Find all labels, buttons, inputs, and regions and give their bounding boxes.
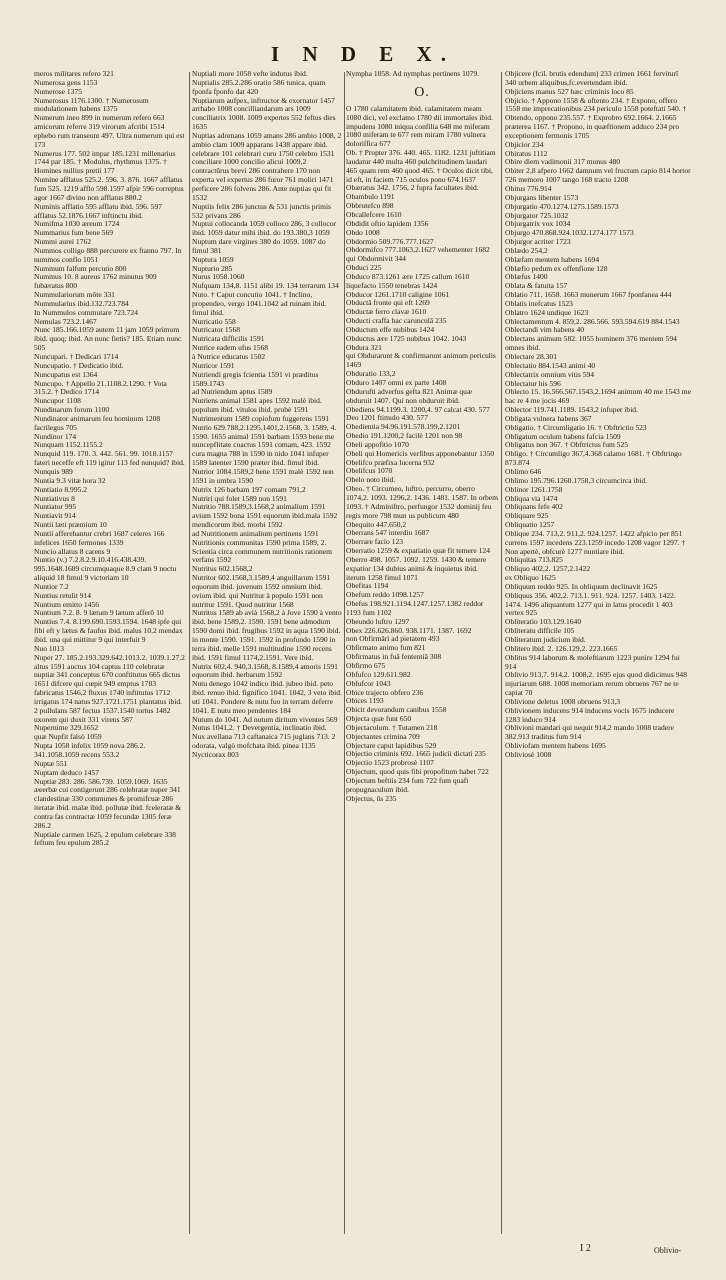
index-column-3	[346, 70, 498, 1236]
index-entry: Nutrio 629.788,2.1295.1401,2.1568, 3. 1589, 4. 1590. 1655 animal 1591 barbam 1593 bene me nuncepflitate coactus 1591 comam, 423. 1592 cura magna 788 in 1590 in nido 1041 infuper 1589 latenter 1590 præter ibid. fimul ibid.	[192, 422, 337, 468]
index-entry: Nuntiator 995	[34, 502, 77, 512]
index-entry: Nutritio 788.1589,3.1568,2 animalium 1591 avium 1592 bona 1591 equorum ibid.mala 1592 mendicorum ibid. morbi 1592	[192, 502, 338, 530]
index-entry: Nutricator 1568	[192, 325, 240, 335]
index-entry: Oblitero ibid. 2. 126.129,2. 223.1665	[505, 643, 618, 653]
index-entry: Oberrans 547 interdiu 1687	[346, 528, 430, 538]
index-entry: Obfirmo 675	[346, 661, 386, 670]
index-entry: Obliviofam mentem habens 1695	[505, 741, 606, 751]
index-entry: Objectantes crimina 709	[346, 731, 420, 741]
index-entry: Nutus 1041,2. † Devergentia, inclinatio ibid.	[192, 723, 327, 733]
index-entry: Numerosus 1176.1300. † Numerosum modulationem habens 1375	[34, 95, 149, 114]
index-entry: Objicior 234	[505, 139, 544, 149]
page-heading: I N D E X.	[271, 42, 455, 66]
index-entry: à Nutrice educatus 1502	[192, 352, 266, 361]
index-entry: Oblædo 254,2	[505, 245, 548, 255]
index-entry: Nutritus 602.1568,2	[192, 564, 253, 574]
index-entry: Nuntius 7.4. 8.199.690.1593.1594. 1648 ipfe qui fibi eft y lætus & faufus ibid. malus 10.2 mendax ibid. una qui mittitur 9 qui interfuit 9	[34, 617, 183, 644]
index-entry: Obelifco præfixa lucerna 932	[346, 457, 435, 467]
index-entry: Objecta quæ funt 650	[346, 714, 412, 724]
index-entry: Obligatio. † Circumligatio 16. † Obftrictio 523	[505, 422, 647, 432]
index-entry: Obelifcus 1070	[346, 466, 393, 476]
index-entry: Nutritus 1589 ab avià 1568,2 à Jove 1590 à vento ibid. bene 1589,2. 1590. 1591 bene admodum 1590 domi ibid. frugibus 1592 in aqua 1590 ibid. in monte 1590. 1591. 1592 in profundo 1590 in terra ibid. melle 1591 multitudine 1590 recens ibid. 1591 fimul 1174,2.1591. Vere ibid.	[192, 608, 342, 662]
index-entry: Oblectatrix omnium vitis 594	[505, 369, 595, 379]
index-entry: Numerus 177. 502 impar 185.1231 millenarius 1744 par 185. † Modulus, rhythmus 1375. † Homines nullius pretii 177	[34, 148, 176, 176]
index-column-1	[34, 70, 186, 1236]
index-entry: Oblectatio 884.1543 animi 40	[505, 360, 596, 370]
index-entry: Oblivio 913,7. 914,2. 1008,2. 1695 ejus quod didicimus 948 injuriarum 688. 1008 memoriam rerum obruens 767 ne te capiat 70	[505, 670, 687, 698]
index-entry: Nundinor 174	[34, 431, 77, 441]
index-entry: Nutrix 126 barbam 197 comam 791,2	[192, 484, 306, 494]
index-entry: Nemulas 723.2.1467	[34, 316, 97, 326]
index-entry: Oblectare 28.301	[505, 352, 557, 361]
index-entry: Nunquis 989	[34, 466, 73, 476]
index-entry: Objectus, ûs 235	[346, 793, 397, 803]
index-entry: Obiter 2,8 afpero 1662 damnum vel fructum capio 814 hortor 726 memoro 1007 tango 168 tracto 1208	[505, 166, 691, 185]
index-entry: Nufquam 134,8. 1151 alibi 19. 134 terrarum 134	[192, 281, 339, 291]
index-entry: Nurus 1058.1060	[192, 272, 245, 282]
section-letter: O.	[414, 84, 430, 100]
index-entry: Nunquid 119. 170. 3. 442. 561. 99. 1018.1157 fateri neceffe eft 119 igitur 113 fed nunquid? ibid.	[34, 449, 185, 468]
index-entry: Obice trajecto obfero 236	[346, 687, 424, 697]
index-entry: Obeo. † Circumeo, luftro, percurro, oberro 1074,2. 1093. 1296,2. 1436. 1481. 1587. In orbem 1093. † Adminiftro, perfungor 1532 dominij feu regis more 798 mun us publicum 480	[346, 484, 498, 520]
index-entry: Objurgo 470.868.924.1032.1274.177 1573	[505, 228, 634, 238]
index-entry: Nuntiavit 914	[34, 511, 76, 521]
index-entry: Nuto. † Caput concutio 1041. † Inclino, propendeo, vergo 1041.1042 ad ruinam ibid. fimul ibid.	[192, 290, 327, 317]
index-entry: Objectum, quod quis fibi propofitum habet 722	[346, 767, 489, 777]
index-entry: Nutrix 602,4. 940,3.1568, 8.1589,4 amoris 1591 equorum ibid. herbarum 1592	[192, 661, 338, 680]
index-entry: Nuncio allatus 8 carens 9	[34, 546, 111, 556]
index-entry: Oblæfam mentem habens 1694	[505, 254, 600, 264]
index-entry: Oblivionem inducens 914 inducens vocis 1675 inducere 1283 induco 914	[505, 705, 675, 724]
index-entry: Objurgatio 470.1274.1275.1589.1573	[505, 201, 619, 211]
index-entry: Obliteratu difficile 105	[505, 626, 575, 636]
index-entry: Nutum do 1041. Ad nutum diritum viventes 569	[192, 714, 338, 724]
index-entry: Nuptiarum aufpex, inftructor & exornator 1457 arrhabo 1008 concilliandarum ars 1009 conciliatrix 1008. 1009 expertes 552 feftus dies 1635	[192, 95, 336, 132]
index-entry: Nuncupo. † Appello 21.1108.2.1290. † Vota 315.2. † Dedico 1714	[34, 378, 167, 397]
signature-mark: I 2	[580, 1243, 591, 1254]
index-entry: Oblectatur his 596	[505, 378, 561, 388]
index-entry: Nuper 27. 185.2.193.329.642.1013.2. 1039.1.27.2 altus 1591 auctus 104 captus 110 celebratæ nuptiæ 341 conceptus 670 conftitutus 665 dictus 1651 difcere qui cœpit 949 emptus 1783 fabricatus 1546,2 fluxus 1740 inftitutus 1712 irrigatus 174 natus 927.1721.1751 plantatus ibid. 2 pullulans 587 fectus 1537.1540 tortus 1482 uxorem qui duxit 331 virens 587	[34, 652, 185, 724]
index-entry: Nuptiis felix 286 junctus & 531 junctis primis 532 privans 286	[192, 201, 331, 220]
index-entry: Objurgans libenter 1573	[505, 192, 579, 202]
index-entry: Nuntii læti præmium 10	[34, 520, 107, 530]
index-entry: Obliquitas 713.825	[505, 555, 563, 565]
index-entry: Obambulo 1191	[346, 192, 395, 202]
index-entry: Oblectamentum 4. 859,2. 286.566. 593.594.619 884.1543	[505, 316, 680, 326]
index-entry: Obligatum oculum habens fafcia 1509	[505, 431, 621, 441]
index-entry: Nutriendi gregis fcientia 1591 vi præditus 1589.1743	[192, 369, 319, 388]
index-entry: Nutriens animal 1581 apes 1592 malè ibid. populum ibid. vitulos ibid. probè 1591	[192, 396, 322, 415]
index-entry: Oblectandi vim habens 40	[505, 325, 585, 335]
index-entry: Obductum effe nubibus 1424	[346, 324, 435, 334]
index-entry: Obdormio 509.776.777.1627	[346, 236, 434, 246]
index-entry: Nutricatio 558	[192, 316, 236, 326]
index-entry: Obire diem vadimonii 317 munus 480	[505, 157, 621, 167]
index-entry: Objicio. † Appono 1558 & oftento 234. † Expono, offero 1558 me imprecationibus 234 periculo 1558 poteftati 540. † Obtendo, oppono 235.557. † Exprobro 692.1664. 2.1665 præterea 1167. † Propono, in quæftionem adduco 234 pro exceptionem fermonis 1705	[505, 95, 687, 140]
index-entry: Nuntium emitto 1456	[34, 599, 99, 609]
index-entry: Nuncupatus est 1364	[34, 369, 98, 379]
index-entry: Obliquum reddo 925. In obliquum declinavit 1625	[505, 581, 658, 591]
index-entry: Nuptum dare virgines 380 do 1059. 1087 do fimul 381	[192, 237, 326, 255]
index-entry: Objectaculum. † Tutamen 218	[346, 722, 438, 732]
index-entry: Nux avellana 713 caftanaica 715 juglans 713. 2 odorata, valgò mofchata ibid. pinea 1135	[192, 732, 336, 751]
index-entry: Obfirmatus in fuâ fententiâ 308	[346, 652, 442, 662]
index-entry: Objectio 1523 probrosè 1107	[346, 758, 434, 768]
index-entry: Objectare caput lapidibus 529	[346, 740, 437, 750]
index-entry: Obfufco 129.611.982	[346, 669, 411, 679]
index-entry: Obbrutefco 898	[346, 201, 394, 211]
index-entry: Oblector 119.741.1189. 1543,2 infuper ibid.	[505, 405, 638, 415]
index-entry: Nuntia 9.3 vitæ hora 32	[34, 475, 106, 485]
index-entry: Obductæ ferro clavæ 1610	[346, 307, 427, 317]
index-entry: Oblecto 15. 16.566.567.1543,2.1694 animum 40 me 1543 me hac re 4 me jocis 469	[505, 387, 691, 406]
index-entry: Nupta 1058 infelix 1059 nova 286.2. 341.1058.1059 recens 553.2	[34, 741, 146, 759]
index-entry: Oblæfio pedum ex offenfione 128	[505, 263, 608, 273]
index-entry: Obeli qui Homericis verfibus apponebantur 1350	[346, 448, 495, 458]
index-entry: Nupturio 285	[192, 263, 233, 273]
index-entry: Numifma 1030 æreum 1724	[34, 219, 120, 229]
index-entry: meros militares refero 321	[34, 70, 114, 78]
index-entry: Nuntior 7.2	[34, 581, 69, 591]
index-entry: qui Obdurarunt & confirmarunt animum periculis 1469	[346, 351, 496, 370]
index-entry: Numerum ineo 899 in numerum refero 663 amicorum referre 319 virorum afcribi 1514 ephebo rum transeunt 497. Ultra numerum qui est 173	[34, 113, 185, 149]
index-entry: Obduco 873.1261 ære 1725 callum 1610 liquefacto 1550 tenebras 1424	[346, 271, 470, 290]
index-entry: Nutricor 1591	[192, 360, 235, 370]
index-entry: Nuntiatio 8.995.2	[34, 484, 88, 494]
index-entry: Nunc 185.166.1059 autem 11 jam 1059 primum ibid. quoq; ibid. An nunc fietis? 185. Etiam nunc 505	[34, 325, 182, 353]
index-entry: Obedio 191.1200,2 facilè 1201 non 98	[346, 431, 463, 441]
index-entry: Obelo noto ibid.	[346, 475, 396, 485]
catchword: Oblivio-	[654, 1246, 682, 1255]
index-entry: Nummarius fum bene 569	[34, 228, 114, 238]
index-entry: Obefus 198.921.1194.1247.1257.1382 reddor 1193 fum 1102	[346, 599, 484, 617]
index-entry: Objectum beftiis 234 fum 722 fum quafi propugnaculum ibid.	[346, 775, 469, 794]
index-entry: Oberro 498. 1057. 1092. 1259. 1430 & temere expatior 134 dubius animi & inquietus ibid. iterum 1258 fimul 1071	[346, 554, 487, 582]
index-entry: Oblimo 195.796.1260.1758,3 circumcirca ibid.	[505, 475, 648, 485]
index-entry: ex Obliquo 1625	[505, 573, 556, 583]
index-entry: Obdidit oftio lapidem 1356	[346, 218, 429, 228]
index-entry: Obductâ fronte qui eft 1269	[346, 298, 430, 308]
index-entry: Obligata vulnera habens 367	[505, 413, 592, 423]
index-entry: O 1780 calamitatem ibid. calamitatem meam 1080 dici, vel exclamo 1780 dii immortales ibid. impudens 1080 iniqua confilia 648 me miferam 1080 miferam te 677 rem miram 1780 vulnera doloriſfica 677	[346, 103, 493, 149]
index-entry: Obfufcor 1043	[346, 678, 391, 688]
index-column-2	[192, 70, 342, 1236]
index-entry: Obdura 321	[346, 342, 382, 352]
index-entry: Obdurufti adverfus gefta 821 Animæ quæ obduruit 1407. Qui non obduruit ibid.	[346, 386, 472, 405]
index-entry: Oblatis inefcatus 1523	[505, 298, 573, 308]
index-entry: Obdo 1008	[346, 227, 380, 237]
index-entry: Nupernime 329.1652	[34, 723, 99, 733]
index-entry: Objectio criminis 692. 1665 judicii dictati 235	[346, 749, 486, 759]
index-entry: Nuptæ 551	[34, 758, 68, 768]
index-entry: Nutriri qui folet 1589 non 1591	[192, 493, 287, 503]
index-entry: Nuncupor 1108	[34, 396, 81, 406]
index-entry: Objurgor acriter 1723	[505, 237, 571, 247]
index-entry: Numine afflatus 525.2. 596. 3. 876. 1667 afflatus fum 525. 1219 afflo 598.1597 afpir 596 correptus agor 1667 divino non afflatus 880.2	[34, 175, 184, 202]
index-entry: Nuptui collocanda 1059 colloco 286, 3 collocor ibid. 1059 datur mihi ibid. do 193.380,3 1059	[192, 219, 336, 238]
index-entry: Oblatio 711. 1658. 1663 munerum 1667 fponfanea 444	[505, 290, 672, 300]
index-entry: Obligatus non 367. † Obftrictus fum 525	[505, 440, 629, 450]
index-entry: Obduratio 133,2	[346, 369, 396, 379]
index-entry: Oblinor 1261.1758	[505, 484, 563, 494]
index-entry: quæ Nupfit falsò 1059	[34, 732, 102, 742]
index-entry: Obefitas 1194	[346, 581, 389, 591]
index-entry: Nuptias adornans 1059 amans 286 ambio 1008, 2 ambio clam 1009 apparans 1438 appare ibid. celebrare 101 celebrari curo 1750 celebro 1531 conciliare 1000 concilio alicui 1009,2 contractūrus brevi 286 contrahere 170 non experta vel expertus 286 furor 761 moliri 1471 perficere 286 folvens 286. Ante nuptias qui fit 1532	[192, 130, 342, 202]
index-entry: Obduro 1407 omni ex parte 1408	[346, 378, 447, 387]
index-entry: Oblivioni mandari qui nequit 914,2 mando 1008 tradere 382.913 traditus fum 914	[505, 723, 674, 742]
index-entry: Obducti craffa hac carunculâ 235	[346, 316, 447, 326]
index-entry: Oblivione deletus 1008 obruens 913,3	[505, 696, 621, 706]
index-entry: Nummularius ibid.132.723.784	[34, 298, 129, 308]
index-entry: Nutu denego 1042 indico ibid. jubeo ibid. peto ibid. renuo ibid. fignifico 1041. 1042, 3 veto ibid. uti 1041. Pondere & nutu fuo in terram deferre 1041. E nutu meo pendentes 184	[192, 679, 342, 715]
index-entry: Obdormifco 777.1063,2.1627 vehementer 1682	[346, 245, 490, 255]
index-entry: Nuptiali more 1058 vefte indutus ibid.	[192, 70, 308, 78]
index-entry: non Obfirmâri ad pietatem 493	[346, 634, 440, 644]
index-entry: Oberrare facio 123	[346, 537, 403, 547]
index-entry: Nuntiativus 8	[34, 493, 75, 503]
index-entry: Nummos colligo 888 percurere ex ftanno 797. In nummos conflo 1051	[34, 245, 182, 264]
index-entry: Obducor 1261.1710 caligine 1061	[346, 289, 450, 299]
index-entry: Oblimo 646	[505, 466, 542, 476]
index-entry: Nuptam deduco 1457	[34, 767, 99, 777]
index-entry: Obliquatio 1257	[505, 520, 555, 530]
index-entry: Nuntio (v.) 7.2.8.2.9.10.416.438.439. 995.1648.1689 circumquaque 8.9 clam 9 noctu aliquid 18 fimul 9 victoriam 10	[34, 555, 177, 583]
column-rule	[189, 72, 190, 1234]
index-entry: Numinis afflatio 595 afflatu ibid. 596. 597 afflatus 52.1876.1667 inftinctu ibid.	[34, 201, 163, 220]
index-entry: Objiciens manus 527 hæc criminis loco 85	[505, 86, 634, 96]
index-entry: Nycticorax 803	[192, 749, 239, 759]
index-entry: Obefum reddo 1098.1257	[346, 590, 424, 600]
index-entry: Obliquus 356. 402,2. 713.1. 911. 924. 1257. 1403. 1422. 1474. 1496 aliquantum 1277 qui in latus procedit 1 403 vertex 925	[505, 590, 676, 618]
index-entry: Nummi aurei 1762	[34, 237, 92, 247]
index-entry: Oblæfus 1400	[505, 272, 548, 282]
index-entry: Nummulariorum mōte 331	[34, 290, 115, 300]
index-entry: Nuntium 7.2. 8. 9 lætum 9 lætum afferō 10	[34, 608, 164, 618]
index-entry: Oberratio 1259 & expatiatio quæ fit temere 124	[346, 546, 490, 556]
index-entry: Obliteratio 103.129.1640	[505, 617, 582, 627]
index-entry: Oblatro 1624 undique 1623	[505, 307, 589, 317]
index-entry: Obcallefcere 1610	[346, 209, 402, 219]
index-entry: Obedientia 94.96.191.578.199,2.1201	[346, 422, 461, 432]
index-entry: Obliviosè 1008	[505, 749, 552, 759]
index-entry: Nutricata difficilis 1591	[192, 334, 265, 344]
index-entry: Nutrice eadem ufus 1568	[192, 343, 269, 353]
index-entry: Nuptiæ 283. 286. 586.739. 1059.1069. 1635 æeerbæ cui contigerunt 286 celebratæ nuper 341 clandestinæ 330 communes & promifcuæ 286 iteratæ ibid. malæ ibid. pollutæ ibid. fceleratæ & contra fas contractæ 1059 fecundæ 1305 feræ 286.2	[34, 776, 182, 830]
index-entry: Nuo 1013	[34, 643, 64, 653]
index-entry: Obfirmato animo fum 821	[346, 643, 426, 653]
index-entry: Objurgatrix vox 1034	[505, 219, 571, 229]
index-entry: Obeundo luftro 1297	[346, 616, 410, 626]
index-entry: Obliteratum judicium ibid.	[505, 635, 586, 644]
index-entry: Obliquo 402,2. 1257,2.1422	[505, 564, 591, 574]
index-entry: Objurgator 725.1032	[505, 210, 569, 220]
index-entry: Oblique 234. 713,2. 911,2. 924.1257. 1422 afpicio per 851 currens 1597 incedens 223.1259 incedo 1208 vagor 1297. † Non apertè, obfcurè 1277 nuntiare ibid.	[505, 528, 686, 556]
index-entry: Obicit devorandum canibus 1558	[346, 705, 447, 715]
index-entry: Numerose 1375	[34, 86, 82, 96]
index-entry: Nuntii afferebantur crebri 1687 celeres 166 infelices 1650 fermones 1339	[34, 528, 165, 547]
index-entry: Obliqua via 1474	[505, 493, 558, 503]
index-entry: Nutritionis communitas 1590 prima 1589, 2. Scientia circa communem nutritionis rationem verfans 1592	[192, 537, 332, 565]
index-entry: Obæratus 342. 1756, 2 fupra facultates ibid.	[346, 183, 479, 193]
index-entry: Obeli appofitio 1070	[346, 439, 409, 449]
index-column-4	[505, 70, 691, 1236]
index-entry: Obductus ære 1725 nubibus 1042. 1043	[346, 333, 467, 343]
index-entry: Ob. † Propter 376. 440. 465. 1182. 1231 juftitiam laudatur 440 multa 460 pulchritudinem laudari 465 quam rem 460 quod 465. † Oculos dicit tibi, id eft, in faciem 715 oculos pono 674.1637	[346, 148, 496, 184]
index-entry: Objicere (fcil. brutis edendum) 233 crimen 1661 ferviturî 340 urbem aliquibus,fc.evertendam ibid.	[505, 70, 679, 87]
index-entry: Obduci 225	[346, 263, 382, 273]
index-entry: In Nummulos commutare 723.724	[34, 307, 138, 317]
index-entry: Obligo. † Circumligo 367,4.368 calamo 1681. † Obftringo 873.874	[505, 449, 682, 468]
index-entry: Oblectans animum 582. 1055 hominem 376 mentem 594 omnes ibid.	[505, 334, 677, 353]
index-entry: Nuptura 1059	[192, 254, 234, 264]
index-entry: Obex 226.626.860. 938.1171. 1387. 1692	[346, 625, 472, 635]
index-entry: Obiratus 1112	[505, 148, 548, 158]
index-entry: ad Nutritionem animalium pertinens 1591	[192, 528, 319, 538]
column-rule	[344, 72, 345, 1234]
index-entry: ad Nutriendum aptus 1589	[192, 387, 273, 397]
index-entry: Nutrior 1084.1589,2 bene 1591 malè 1592 non 1591 in umbra 1590	[192, 466, 334, 485]
index-entry: Nympha 1058. Ad nymphas pertinens 1079.	[346, 70, 480, 78]
index-entry: Nuptiale carmen 1625, 2 epulum celebrare 338 feftum feu epulum 285.2	[34, 829, 176, 848]
index-entry: Obliquans fefe 402	[505, 502, 563, 512]
index-entry: Numerosa gens 1153	[34, 77, 98, 87]
index-entry: Nuntius retulit 914	[34, 590, 92, 600]
index-entry: Obliquare 925	[505, 511, 549, 521]
index-entry: Obequito 447.650,2	[346, 519, 407, 529]
index-entry: Nundinator animarum feu hominum 1208 facrilegus 705	[34, 413, 161, 432]
index-entry: Oblitus 914 laborum & moleftiarum 1223 punire 1294 fui 914	[505, 652, 680, 671]
index-entry: Nuptialis 285.2.286 oratio 586 tunica, quam fponfa fponfo dat 420	[192, 77, 326, 96]
index-entry: Obediens 94.1199.3. 1200,4. 97 calcat 430. 577 Deo 1201 ftimulo 430. 577	[346, 404, 490, 423]
index-entry: Nuncupatio. † Dedicatio ibid.	[34, 360, 124, 370]
index-entry: Nutritor 602.1568,3.1589,4 anguillarum 1591 equorum ibid. juvenum 1592 omnium ibid. ovium ibid. qui Nutritur à populo 1591 non nutritur 1591. Quod nutritur 1568	[192, 573, 331, 609]
index-entry: Nundinarum forum 1100	[34, 405, 110, 415]
index-entry: Obices 1193	[346, 696, 384, 706]
index-entry: Obitus 776.914	[505, 183, 552, 193]
index-entry: Nuncupari. † Dedicari 1714	[34, 352, 119, 361]
index-entry: Nummus 10. 8 aureus 1762 minutus 909 fubæratus 800	[34, 272, 157, 291]
index-entry: Nutrimentum 1589 copiofum fuggerens 1591	[192, 413, 330, 423]
index-entry: Nunquam 1152.1155.2	[34, 440, 103, 450]
column-rule	[501, 72, 502, 1234]
index-entry: Oblata & fatuita 157	[505, 281, 568, 291]
index-entry: Nummum falfum percutio 800	[34, 263, 127, 273]
index-entry: qui Obdormivit 344	[346, 254, 406, 264]
